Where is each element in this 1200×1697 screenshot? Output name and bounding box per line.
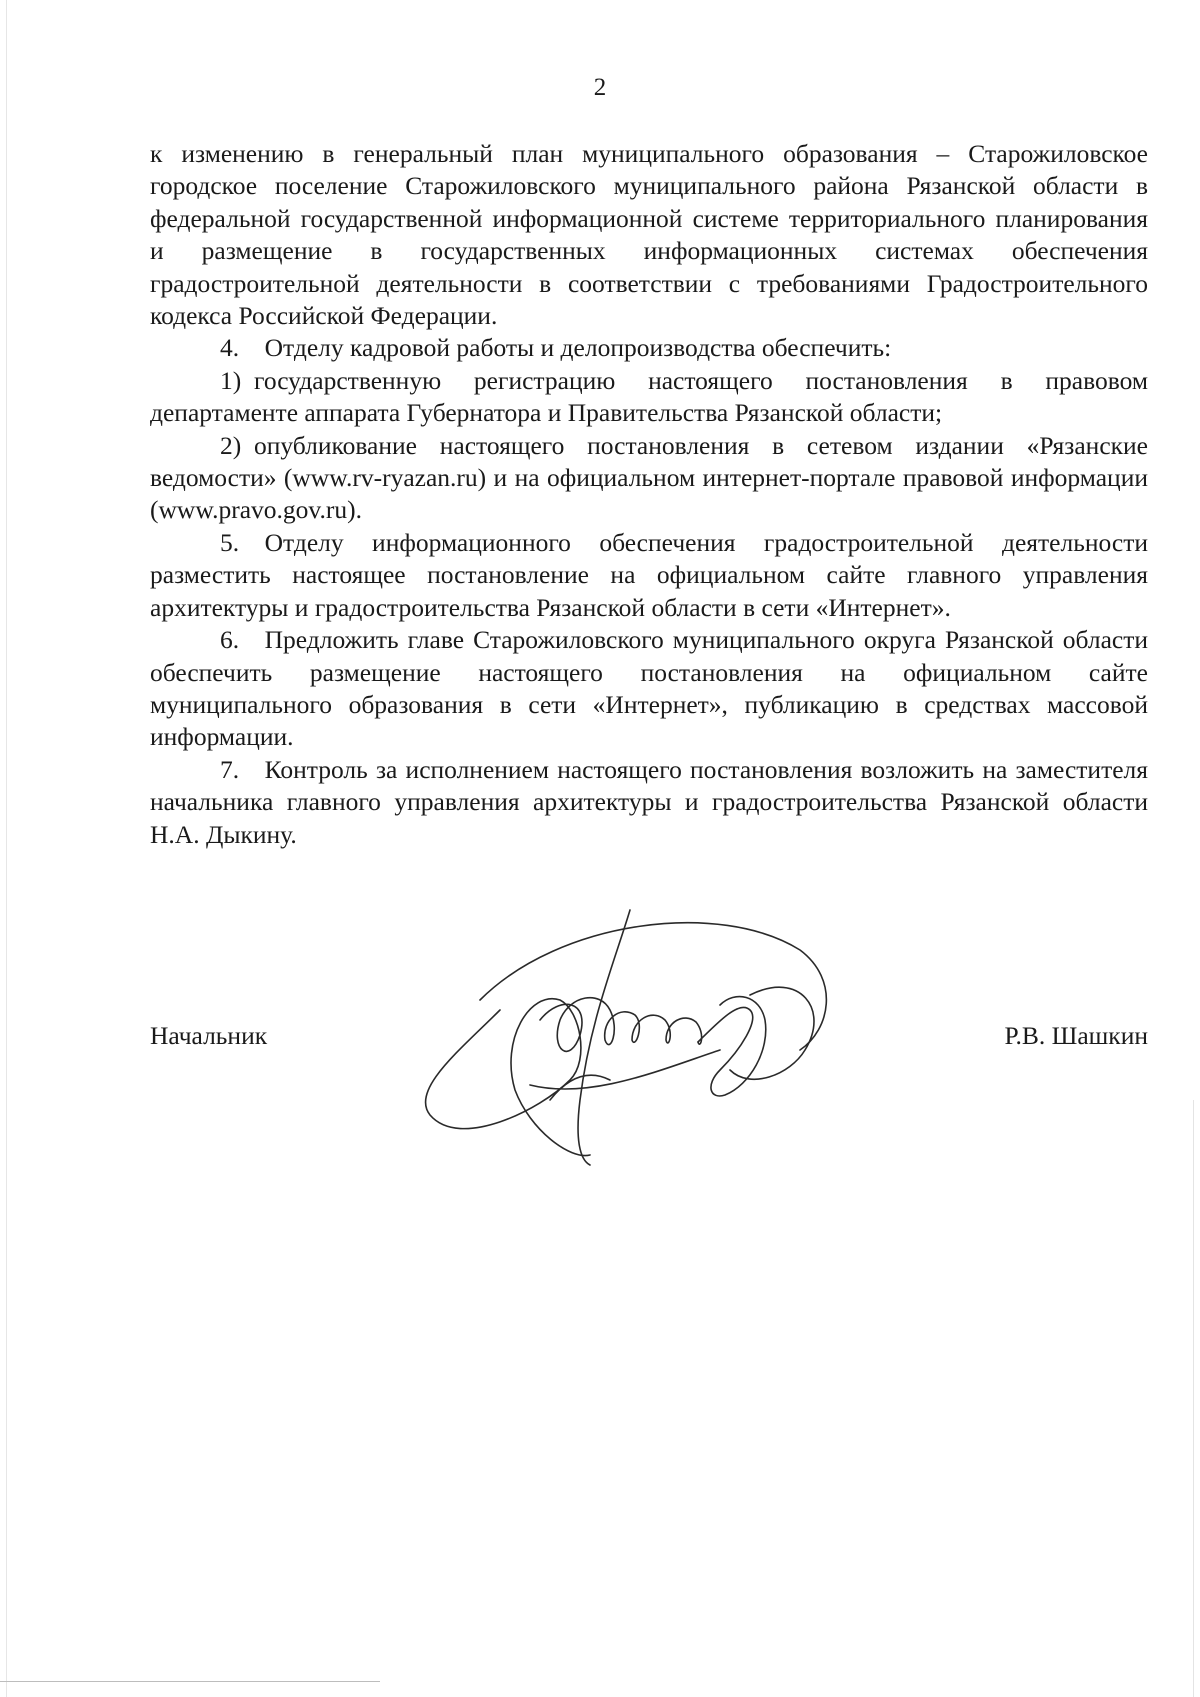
- scan-edge: [6, 0, 7, 1697]
- scan-edge: [0, 1681, 380, 1682]
- paragraph-item-7: 7. Контроль за исполнением настоящего постановления возложить на заместителя начальника главного управления архитектуры и градостроительства Рязанской области Н.А. Дыкину.: [150, 754, 1148, 849]
- paragraph-continuation: к изменению в генеральный план муниципального образования – Старожиловское городское поселение Старожиловского муниципального района Рязанской области в федеральной государственной информационной системе территориального планирования и размещение в государственных информационных системах обеспечения градостроительной деятельности в соответствии с требованиями Градостроительного кодекса Российской Федерации.: [150, 139, 1148, 331]
- paragraph-item-6: 6. Предложить главе Старожиловского муниципального округа Рязанской области обеспечить размещение настоящего постановления на официальном сайте муниципального образования в сети «Интернет», публикацию в средствах массовой информации.: [150, 625, 1148, 752]
- signatory-name: Р.В. Шашкин: [1004, 1021, 1148, 1050]
- paragraph-item-5: 5. Отделу информационного обеспечения градостроительной деятельности разместить настоящее постановление на официальном сайте главного управления архитектуры и градостроительства Рязанской области в сети «Интернет».: [150, 527, 1148, 622]
- document-body: [150, 138, 1148, 851]
- paragraph-item-4-2: 2) опубликование настоящего постановления в сетевом издании «Рязанские ведомости» (www.rv-ryazan.ru) и на официальном интернет-портале правовой информации (www.pravo.gov.ru).: [150, 430, 1148, 525]
- scan-edge: [1193, 1100, 1194, 1697]
- paragraph-item-4-1: 1) государственную регистрацию настоящего постановления в правовом департаменте аппарата Губернатора и Правительства Рязанской области;: [150, 365, 1148, 428]
- handwritten-signature: [420, 900, 890, 1170]
- page-number: 2: [593, 74, 607, 101]
- signatory-title: Начальник: [150, 1021, 268, 1050]
- paragraph-item-4: 4. Отделу кадровой работы и делопроизводства обеспечить:: [220, 333, 892, 363]
